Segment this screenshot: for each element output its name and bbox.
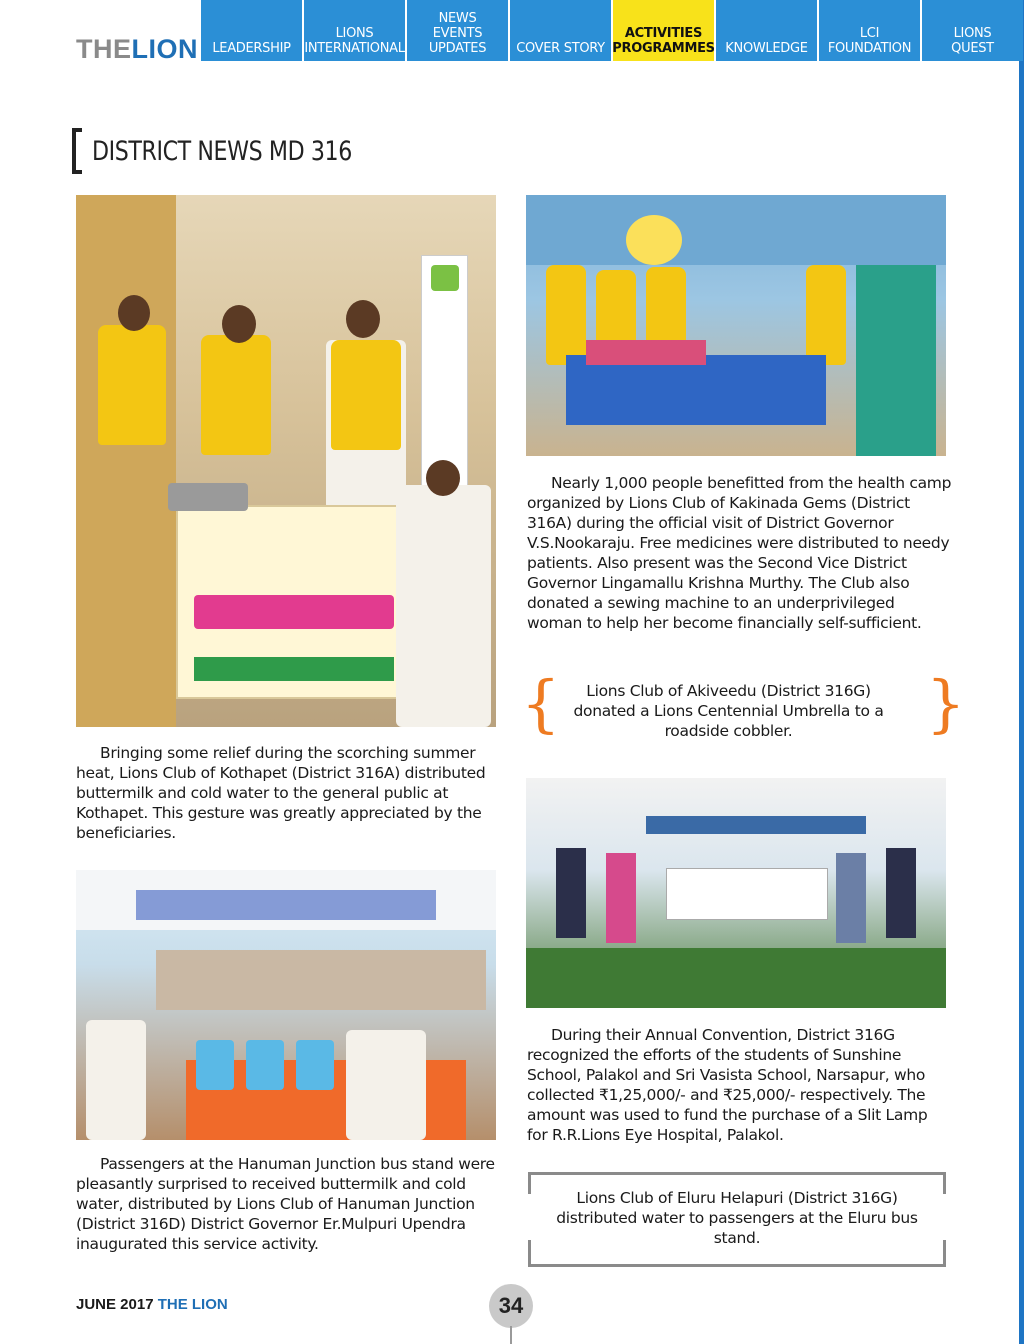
page-edge-bar <box>1019 0 1024 1344</box>
canopy <box>156 950 486 1010</box>
table-blue-cloth <box>566 355 826 425</box>
student-uniform <box>836 853 866 943</box>
water-dispenser <box>246 1040 284 1090</box>
issue-date: JUNE 2017 <box>76 1296 158 1313</box>
wall-blue <box>526 195 946 265</box>
article-kothapet <box>76 743 501 843</box>
article-convention <box>527 1025 952 1145</box>
wall-left <box>76 195 176 727</box>
person-head <box>426 460 460 496</box>
page-tick <box>510 1326 512 1344</box>
article-kothapet-text: Bringing some relief during the scorching summer heat, Lions Club of Kothapet (District 316A) distributed buttermilk and cold water to the general public at Kothapet. This gesture was greatly appreciated by the beneficiaries. <box>76 744 486 842</box>
nav-lions-quest[interactable]: LIONS QUEST <box>922 0 1023 61</box>
frame-bottom <box>528 1264 946 1267</box>
frame-left-top <box>528 1172 531 1194</box>
frame-top <box>528 1172 946 1175</box>
banner-sponsor-strip <box>194 657 394 681</box>
person-vest <box>546 265 586 365</box>
person-white-shirt <box>396 485 491 727</box>
left-brace-icon: { <box>521 667 561 740</box>
photo-kothapet-buttermilk <box>76 195 496 727</box>
person-suit <box>886 848 916 938</box>
section-nav <box>201 0 1024 61</box>
banner-telugu-text <box>136 890 436 920</box>
article-hanuman-text: Passengers at the Hanuman Junction bus stand were pleasantly surprised to received buttermilk and cold water, distributed by Lions Club of Hanuman Junction (District 316D) District Governor Er.Mulpuri Upendra inaugurated this service activity. <box>76 1155 495 1253</box>
person-vest <box>331 340 401 450</box>
person-head <box>346 300 380 338</box>
person-shirt <box>86 1020 146 1140</box>
frame-right-bottom <box>943 1240 946 1267</box>
nav-lions-international[interactable]: LIONS INTERNATIONAL <box>304 0 405 61</box>
article-kakinada-text: Nearly 1,000 people benefitted from the health camp organized by Lions Club of Kakinada Gems (District 316A) during the official visit of District Governor V.S.Nookaraju. Free medicines were distributed to needy patients. Also present was the Second Vice District Governor Lingamallu Krishna Murthy. The Club also donated a sewing machine to an underprivileged woman to help her become financially self-sufficient. <box>527 474 952 632</box>
magazine-header <box>0 0 1024 62</box>
nav-cover-story[interactable]: COVER STORY <box>510 0 611 61</box>
logo-lion: LION <box>131 34 198 64</box>
nav-leadership[interactable]: LEADERSHIP <box>201 0 302 61</box>
section-heading <box>72 128 409 174</box>
article-convention-text: During their Annual Convention, District 316G recognized the efforts of the students of Sunshine School, Palakol and Sri Vasista School, Narsapur, who collected ₹1,25,000/- and ₹25,000/- respectively. The amount was used to fund the purchase of a Slit Lamp for R.R.Lions Eye Hospital, Palakol. <box>527 1026 928 1144</box>
large-cheque <box>666 868 828 920</box>
callout-eluru: Lions Club of Eluru Helapuri (District 316G) distributed water to passengers at the Eluru bus stand. <box>556 1189 918 1247</box>
right-brace-icon: } <box>926 667 966 740</box>
water-dispenser <box>296 1040 334 1090</box>
section-title-text: DISTRICT NEWS MD 316 <box>92 135 352 167</box>
photo-hanuman-junction <box>76 870 496 1140</box>
nav-news-events-updates[interactable]: NEWS EVENTS UPDATES <box>407 0 508 61</box>
siti-cable-logo <box>431 265 459 291</box>
article-hanuman-junction <box>76 1154 501 1254</box>
stage-banner <box>646 816 866 834</box>
person-vest <box>806 265 846 365</box>
person-suit <box>556 848 586 938</box>
banner-telugu-text <box>194 595 394 629</box>
frame-right-top <box>943 1172 946 1194</box>
heading-bracket <box>72 128 82 174</box>
person-vest <box>201 335 271 455</box>
medicine-items <box>586 340 706 365</box>
footer-magazine-name: THE LION <box>157 1296 228 1313</box>
nav-lci-foundation[interactable]: LCI FOUNDATION <box>819 0 920 61</box>
buttermilk-vessel <box>168 483 248 511</box>
photo-district-316g-convention <box>526 778 946 1008</box>
person-head <box>222 305 256 343</box>
page-number: 34 <box>489 1284 533 1328</box>
callout-akiveedu: Lions Club of Akiveedu (District 316G) donated a Lions Centennial Umbrella to a roadside cobbler. <box>573 682 884 740</box>
photo-kakinada-health-camp <box>526 195 946 456</box>
lions-club-emblem <box>626 215 682 265</box>
frame-left-bottom <box>528 1240 531 1267</box>
logo-the: THE <box>76 34 132 64</box>
magazine-logo[interactable] <box>76 34 198 65</box>
nav-activities-programmes[interactable]: ACTIVITIES PROGRAMMES <box>613 0 714 61</box>
person-shirt <box>346 1030 426 1140</box>
flower-bed <box>526 948 946 1008</box>
page-footer <box>76 1296 228 1313</box>
person-vest <box>98 325 166 445</box>
person-saree <box>606 853 636 943</box>
water-dispenser <box>196 1040 234 1090</box>
nav-knowledge[interactable]: KNOWLEDGE <box>716 0 817 61</box>
person-head <box>118 295 150 331</box>
woman-saree <box>856 265 936 456</box>
article-kakinada <box>527 473 952 633</box>
